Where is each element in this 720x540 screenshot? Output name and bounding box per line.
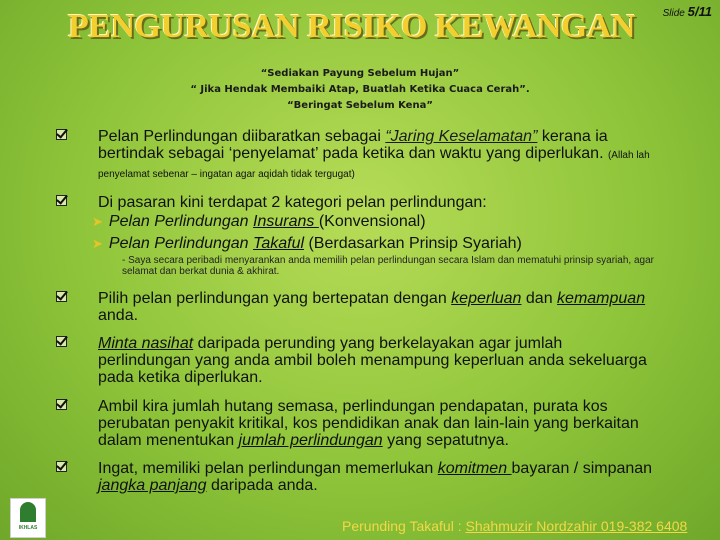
text-span: yang sepatutnya. [382, 432, 509, 449]
quotes-block [0, 66, 720, 114]
checkbox-icon [56, 336, 67, 347]
checkbox-icon [56, 461, 67, 472]
minta-nasihat-term: Minta nasihat [98, 335, 194, 352]
sub-item-insurans [92, 211, 656, 233]
quote-2: “ Jika Hendak Membaiki Atap, Buatlah Ketika Cuaca Cerah”. [190, 84, 530, 95]
checkbox-icon [56, 399, 67, 410]
bullet-4 [56, 335, 656, 386]
text-span: (Berdasarkan Prinsip Syariah) [304, 235, 522, 252]
text-span: Pelan Perlindungan [108, 235, 254, 252]
bullet-2 [56, 194, 656, 277]
slide-label: Slide [662, 8, 685, 19]
text-span: daripada anda. [206, 477, 318, 494]
takaful-term: Takaful [253, 235, 305, 252]
small-note: (Allah lah penyelamat sebenar – ingatan agar aqidah tidak tergugat) [98, 150, 650, 180]
text-span: Pilih pelan perlindungan yang bertepatan dengan [98, 290, 452, 307]
text-span: (Konvensional) [318, 213, 426, 230]
sub-item-takaful [92, 233, 656, 255]
logo-text: IKHLAS [18, 525, 38, 531]
checkbox-icon [56, 129, 67, 140]
jumlah-perlindungan-term: jumlah perlindungan [238, 432, 383, 449]
footer-contact-link[interactable]: Shahmuzir Nordzahir 019-382 6408 [465, 518, 688, 534]
text-span: Ingat, memiliki pelan perlindungan memerlukan [98, 460, 438, 477]
checkbox-icon [56, 195, 67, 206]
footer-prefix: Perunding Takaful : [342, 518, 466, 534]
advice-note: - Saya secara peribadi menyarankan anda memilih pelan perlindungan secara Islam dan mematuhi prinsip syariah, agar selamat dan berkat dunia & akhirat. [122, 255, 654, 277]
kemampuan-term: kemampuan [557, 290, 646, 307]
komitmen-term: komitmen [437, 460, 512, 477]
text-span: daripada perunding yang berkelayakan agar jumlah perlindungan yang anda ambil boleh menampung keperluan anda sekeluarga pada ketika diperlukan. [98, 335, 647, 386]
footer [342, 518, 687, 534]
text-span: bayaran / simpanan [511, 460, 653, 477]
insurans-term: Insurans [253, 213, 319, 230]
slide-number-value: 5/11 [687, 4, 712, 19]
jangka-panjang-term: jangka panjang [98, 477, 207, 494]
bullet-1-text [98, 128, 656, 183]
quote-1: “Sediakan Payung Sebelum Hujan” [260, 68, 460, 79]
bullet-6 [56, 460, 656, 494]
bullet-5-text [98, 398, 656, 449]
arrow-bullet-icon: ➤ [92, 236, 103, 251]
bullet-2-text: Di pasaran kini terdapat 2 kategori pelan perlindungan: [98, 194, 487, 211]
text-span: Pelan Perlindungan [108, 213, 254, 230]
text-span: anda. [98, 307, 139, 324]
bullet-3-text [98, 290, 656, 324]
text-span: Pelan Perlindungan diibaratkan sebagai [98, 128, 386, 145]
bullet-1 [56, 128, 656, 183]
bullet-4-text [98, 335, 656, 386]
text-span: kerana ia bertindak sebagai ‘penyelamat’ pada ketika dan waktu yang diperlukan. [98, 128, 608, 162]
bullet-5 [56, 398, 656, 449]
quote-3: “Beringat Sebelum Kena” [287, 100, 433, 111]
checkbox-icon [56, 291, 67, 302]
text-span: Ambil kira jumlah hutang semasa, perlindungan pendapatan, purata kos perubatan penyakit kritikal, kos pendidikan anak dan lain-lain yang berkaitan dalam menentukan [98, 398, 639, 449]
ikhlas-logo [10, 498, 46, 538]
logo-arch-icon [20, 502, 36, 522]
bullet-3 [56, 290, 656, 324]
keperluan-term: keperluan [451, 290, 522, 307]
bullet-6-text [98, 460, 656, 494]
slide-title: PENGURUSAN RISIKO KEWANGAN [68, 8, 635, 45]
arrow-bullet-icon: ➤ [92, 214, 103, 229]
text-span: dan [521, 290, 558, 307]
jaring-keselamatan-link: “Jaring Keselamatan” [385, 128, 538, 145]
slide-number [663, 4, 712, 19]
